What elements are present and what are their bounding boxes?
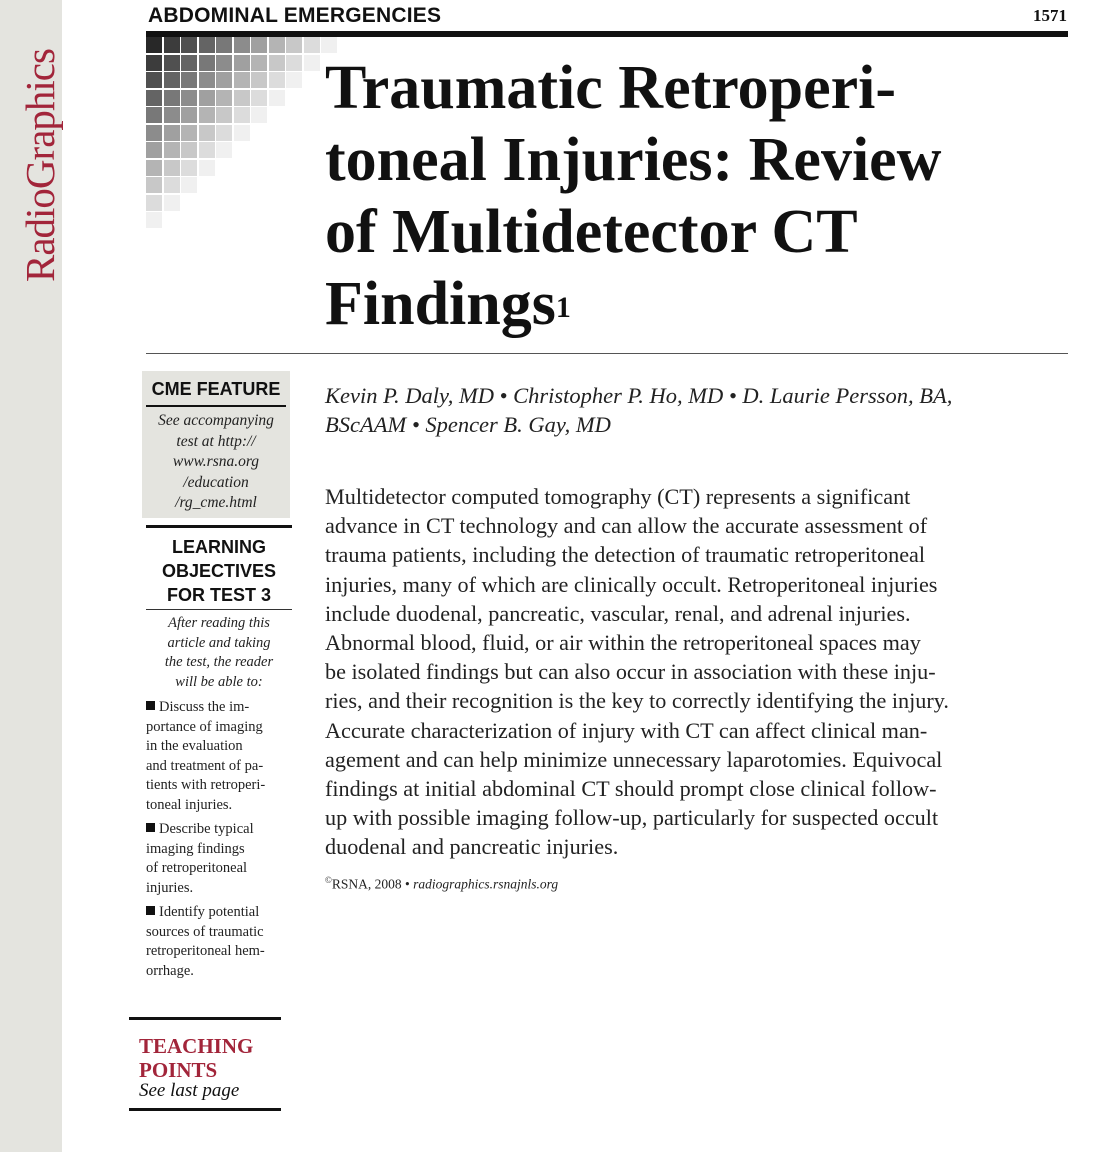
mosaic-tile [216,72,232,88]
learning-objectives-heading [146,535,292,607]
section-label: ABDOMINAL EMERGENCIES [148,4,442,27]
cme-line: /rg_cme.html [175,494,257,511]
mosaic-tile [216,90,232,106]
mosaic-tile [199,37,215,53]
mosaic-tile [146,195,162,211]
intro-line: After reading this [168,615,270,631]
cme-line: /education [183,473,249,491]
abstract-line: advance in CT technology and can allow the accurate assessment of [325,513,928,539]
mosaic-tile [146,177,162,193]
mosaic-tile [164,37,180,53]
journal-name: RadioGraphics [17,49,63,282]
objectives-rule [146,609,292,610]
mosaic-tile [321,37,337,53]
teaching-points-heading [139,1034,253,1082]
intro-line: will be able to: [175,673,263,690]
copyright-symbol: © [325,875,332,885]
intro-line: the test, the reader [164,654,274,670]
objectives-top-rule [146,525,292,528]
mosaic-tile [146,72,162,88]
mosaic-tile [199,90,215,106]
objective-item [146,820,294,898]
abstract-line: findings at initial abdominal CT should prompt close clinical follow- [325,776,937,802]
heading-line: TEACHING [139,1034,254,1058]
objectives-intro [146,614,292,692]
mosaic-tile [304,37,320,53]
title-line: Traumatic Retroperi- [325,54,897,122]
article-title [325,52,1085,340]
abstract [325,482,1070,862]
mosaic-tile [199,72,215,88]
mosaic-tile [216,55,232,71]
mosaic-tile [199,142,215,158]
cme-heading: CME FEATURE [151,379,281,399]
heading-line: LEARNING [172,537,266,557]
title-footnote-marker[interactable]: 1 [555,291,571,324]
mosaic-tile [251,107,267,123]
mosaic-tile [286,37,302,53]
bullet-square-icon [146,823,155,832]
mosaic-tile [164,177,180,193]
heading-line: FOR TEST 3 [166,585,271,605]
abstract-line: Abnormal blood, fluid, or air within the retroperitoneal spaces may [325,630,921,656]
title-line-text: Findings [325,270,556,338]
abstract-line: injuries, many of which are clinically occult. Retroperitoneal injuries [325,571,938,597]
copyright-line [325,875,558,893]
mosaic-tile [251,37,267,53]
mosaic-tile [234,37,250,53]
cme-line: test at http:// [176,432,256,450]
mosaic-tile [164,55,180,71]
title-line: toneal Injuries: Review [325,126,942,194]
mosaic-tile [251,90,267,106]
mosaic-tile [216,125,232,141]
objective-line: in the evaluation [146,738,243,754]
cme-feature-box [142,371,290,518]
mosaic-tile [199,107,215,123]
objective-line: toneal injuries. [146,796,233,813]
mosaic-tile [304,55,320,71]
cme-line: See accompanying [158,412,274,429]
abstract-line: include duodenal, pancreatic, vascular, renal, and adrenal injuries. [325,600,911,626]
mosaic-tile [216,107,232,123]
mosaic-tile [146,212,162,228]
mosaic-tile [164,90,180,106]
objective-item [146,903,294,981]
cme-link-text[interactable] [142,411,290,514]
mosaic-tile [234,90,250,106]
mosaic-tile [234,125,250,141]
abstract-line: Multidetector computed tomography (CT) represents a significant [325,484,911,509]
mosaic-tile [146,160,162,176]
cme-rule [146,405,286,407]
mosaic-tile [146,90,162,106]
mosaic-tile [234,55,250,71]
mosaic-tile [234,107,250,123]
mosaic-tile [146,107,162,123]
abstract-line: duodenal and pancreatic injuries. [325,834,619,860]
objective-line: and treatment of pa- [146,757,264,774]
author-line: BScAAM • Spencer B. Gay, MD [325,412,611,437]
mosaic-tile [234,72,250,88]
abstract-line: trauma patients, including the detection of traumatic retroperitoneal [325,542,926,568]
heading-line: OBJECTIVES [161,561,277,581]
objective-line: tients with retroperi- [146,777,266,793]
teaching-points-subtext: See last page [139,1080,240,1101]
abstract-line: ries, and their recognition is the key to correctly identifying the injury. [325,688,949,714]
abstract-line: up with possible imaging follow-up, particularly for suspected occult [325,805,939,831]
mosaic-tile [269,72,285,88]
title-line: of Multidetector CT [325,198,858,266]
mosaic-tile [286,55,302,71]
mosaic-tile [251,55,267,71]
mosaic-tile [146,125,162,141]
mosaic-tile [146,37,162,53]
abstract-line: agement and can help minimize unnecessary laparotomies. Equivocal [325,746,943,772]
objective-line: Discuss the im- [159,699,250,715]
mosaic-tile [164,125,180,141]
author-line: Kevin P. Daly, MD • Christopher P. Ho, MD • D. Laurie Persson, BA, [325,383,953,408]
abstract-line: Accurate characterization of injury with CT can affect clinical man- [325,717,928,743]
heading-line: POINTS [139,1058,218,1082]
journal-spine [0,0,62,1152]
mosaic-tile [181,125,197,141]
mosaic-tile [269,90,285,106]
mosaic-tile [146,55,162,71]
author-list [325,381,1065,439]
copyright-text: RSNA, 2008 • [331,876,410,892]
mosaic-tile [216,142,232,158]
journal-url-link[interactable]: radiographics.rsnajnls.org [413,876,559,892]
mosaic-tile [146,142,162,158]
title-line [325,268,1085,340]
objective-line: orrhage. [146,962,194,979]
mosaic-tile [181,107,197,123]
mosaic-tile [199,55,215,71]
mosaic-tile [181,72,197,88]
mosaic-tile [164,160,180,176]
mosaic-tile [181,90,197,106]
cme-line: www.rsna.org [172,453,260,470]
mosaic-tile [251,72,267,88]
objective-line: sources of traumatic [146,923,264,940]
mosaic-tile [269,37,285,53]
objective-line: retroperitoneal hem- [146,943,265,959]
teaching-points-top-rule [129,1017,281,1020]
mosaic-tile [181,142,197,158]
teaching-points-bottom-rule [129,1108,281,1111]
mosaic-tile [164,72,180,88]
mosaic-tile [199,160,215,176]
objective-line: Identify potential [159,904,260,920]
mosaic-tile [181,177,197,193]
objective-line: of retroperitoneal [146,860,248,876]
objective-line: imaging findings [146,840,245,857]
objective-line: portance of imaging [146,718,263,735]
mosaic-tile [181,160,197,176]
mosaic-tile [199,125,215,141]
page-number: 1571 [1033,6,1067,25]
bullet-square-icon [146,906,155,915]
mosaic-tile [164,107,180,123]
mosaic-tile [216,37,232,53]
mosaic-tile [164,142,180,158]
mosaic-tile [269,55,285,71]
bullet-square-icon [146,701,155,710]
objective-line: Describe typical [159,821,254,837]
abstract-line: be isolated findings but can also occur in association with these inju- [325,659,936,685]
mosaic-tile [286,72,302,88]
intro-line: article and taking [167,634,271,651]
objective-item [146,698,294,815]
objective-line: injuries. [146,879,194,896]
mosaic-tile [181,55,197,71]
mosaic-tile [181,37,197,53]
mosaic-tile [164,195,180,211]
title-divider [146,353,1068,354]
